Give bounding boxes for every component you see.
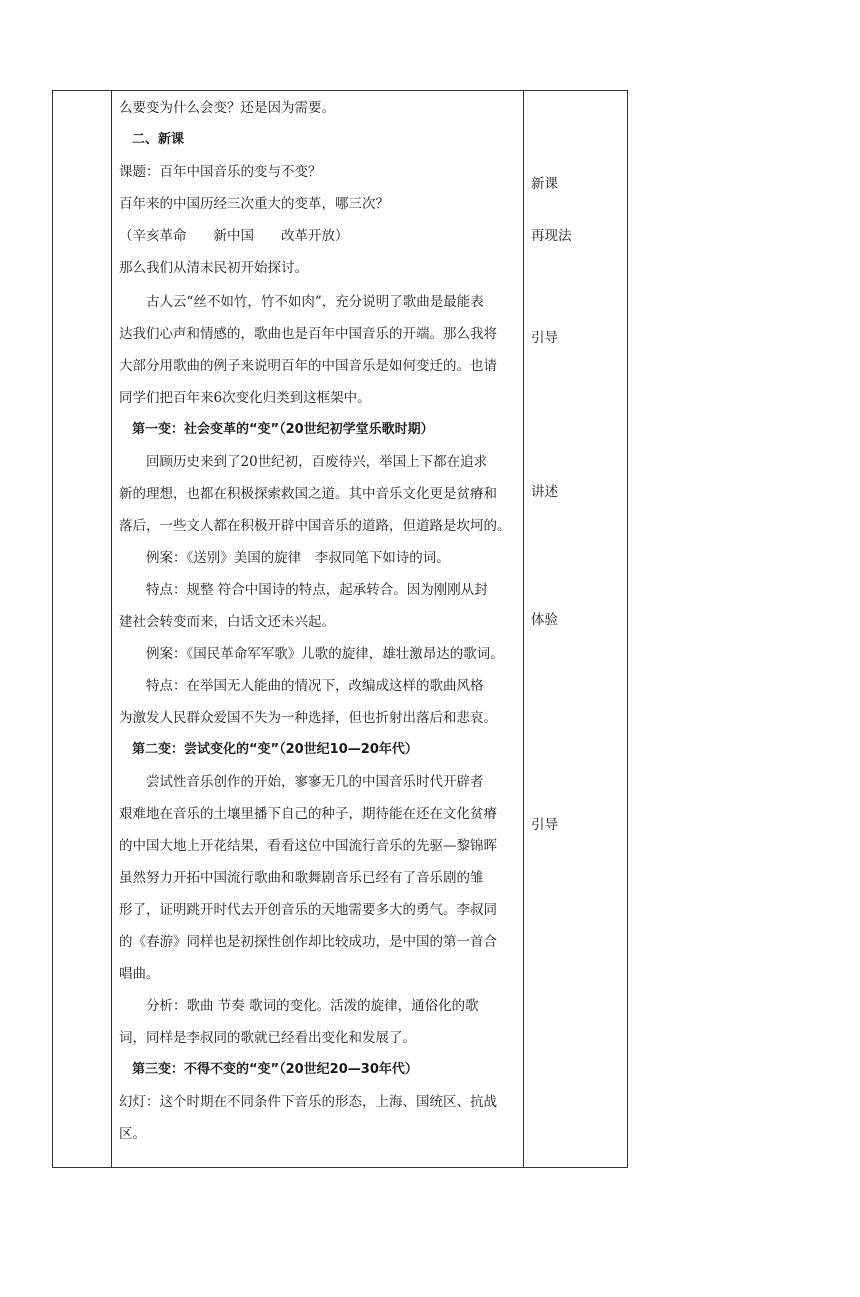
method-note: 新课 bbox=[531, 176, 558, 192]
text-line: 尝试性音乐创作的开始，寥寥无几的中国音乐时代开辟者 bbox=[146, 774, 484, 790]
text-line: 幻灯：这个时期在不同条件下音乐的形态，上海、国统区、抗战 bbox=[119, 1094, 497, 1110]
text-line: 例案：《送别》美国的旋律 李叔同笔下如诗的词。 bbox=[146, 550, 450, 566]
text-line: 词，同样是李叔同的歌就已经看出变化和发展了。 bbox=[119, 1030, 416, 1046]
text-line: 唱曲。 bbox=[119, 966, 160, 982]
section-heading: 第一变：社会变革的“变”（20世纪初学堂乐歌时期） bbox=[132, 422, 434, 437]
text-line: （辛亥革命 新中国 改革开放） bbox=[119, 228, 349, 244]
section-heading: 二、新课 bbox=[132, 132, 185, 147]
text-line: 那么我们从清末民初开始探讨。 bbox=[119, 260, 308, 276]
text-line: 课题：百年中国音乐的变与不变？ bbox=[119, 164, 322, 180]
text-line: 虽然努力开拓中国流行歌曲和歌舞剧音乐已经有了音乐剧的雏 bbox=[119, 870, 484, 886]
text-line: 艰难地在音乐的土壤里播下自己的种子，期待能在还在文化贫瘠 bbox=[119, 806, 497, 822]
text-line: 区。 bbox=[119, 1126, 146, 1142]
text-line: 建社会转变而来，白话文还未兴起。 bbox=[119, 614, 335, 630]
text-line: 回顾历史来到了20世纪初，百废待兴，举国上下都在追求 bbox=[146, 454, 488, 470]
section-heading: 第三变：不得不变的“变”（20世纪20—30年代） bbox=[132, 1062, 418, 1077]
section-heading: 第二变：尝试变化的“变”（20世纪10—20年代） bbox=[132, 742, 418, 757]
method-note: 引导 bbox=[531, 330, 558, 346]
text-line: 特点：在举国无人能曲的情况下，改编成这样的歌曲风格 bbox=[146, 678, 484, 694]
text-line: 大部分用歌曲的例子来说明百年的中国音乐是如何变迁的。也请 bbox=[119, 358, 497, 374]
text-line: 例案：《国民革命军军歌》儿歌的旋律，雄壮激昂达的歌词。 bbox=[146, 646, 504, 662]
text-line: 特点：规整 符合中国诗的特点，起承转合。因为刚刚从封 bbox=[146, 582, 488, 598]
method-note: 讲述 bbox=[531, 484, 558, 500]
text-line: 古人云“丝不如竹，竹不如肉”，充分说明了歌曲是最能表 bbox=[146, 294, 484, 310]
column-divider-right bbox=[523, 91, 524, 1167]
text-line: 么要变为什么会变？还是因为需要。 bbox=[119, 100, 335, 116]
text-line: 新的理想，也都在积极探索救国之道。其中音乐文化更是贫瘠和 bbox=[119, 486, 497, 502]
text-line: 达我们心声和情感的，歌曲也是百年中国音乐的开端。那么我将 bbox=[119, 326, 497, 342]
text-line: 同学们把百年来6次变化归类到这框架中。 bbox=[119, 390, 371, 406]
column-divider-left bbox=[111, 91, 112, 1167]
text-line: 形了，证明跳开时代去开创音乐的天地需要多大的勇气。李叔同 bbox=[119, 902, 497, 918]
method-note: 引导 bbox=[531, 817, 558, 833]
method-note: 再现法 bbox=[531, 228, 572, 244]
text-line: 的《春游》同样也是初探性创作却比较成功，是中国的第一首合 bbox=[119, 934, 497, 950]
text-line: 百年来的中国历经三次重大的变革，哪三次？ bbox=[119, 196, 389, 212]
text-line: 为激发人民群众爱国不失为一种选择，但也折射出落后和悲哀。 bbox=[119, 710, 497, 726]
text-line: 的中国大地上开花结果，看看这位中国流行音乐的先驱—黎锦晖 bbox=[119, 838, 497, 854]
method-note: 体验 bbox=[531, 612, 558, 628]
text-line: 分析：歌曲 节奏 歌词的变化。活泼的旋律，通俗化的歌 bbox=[146, 998, 479, 1014]
text-line: 落后，一些文人都在积极开辟中国音乐的道路，但道路是坎坷的。 bbox=[119, 518, 511, 534]
